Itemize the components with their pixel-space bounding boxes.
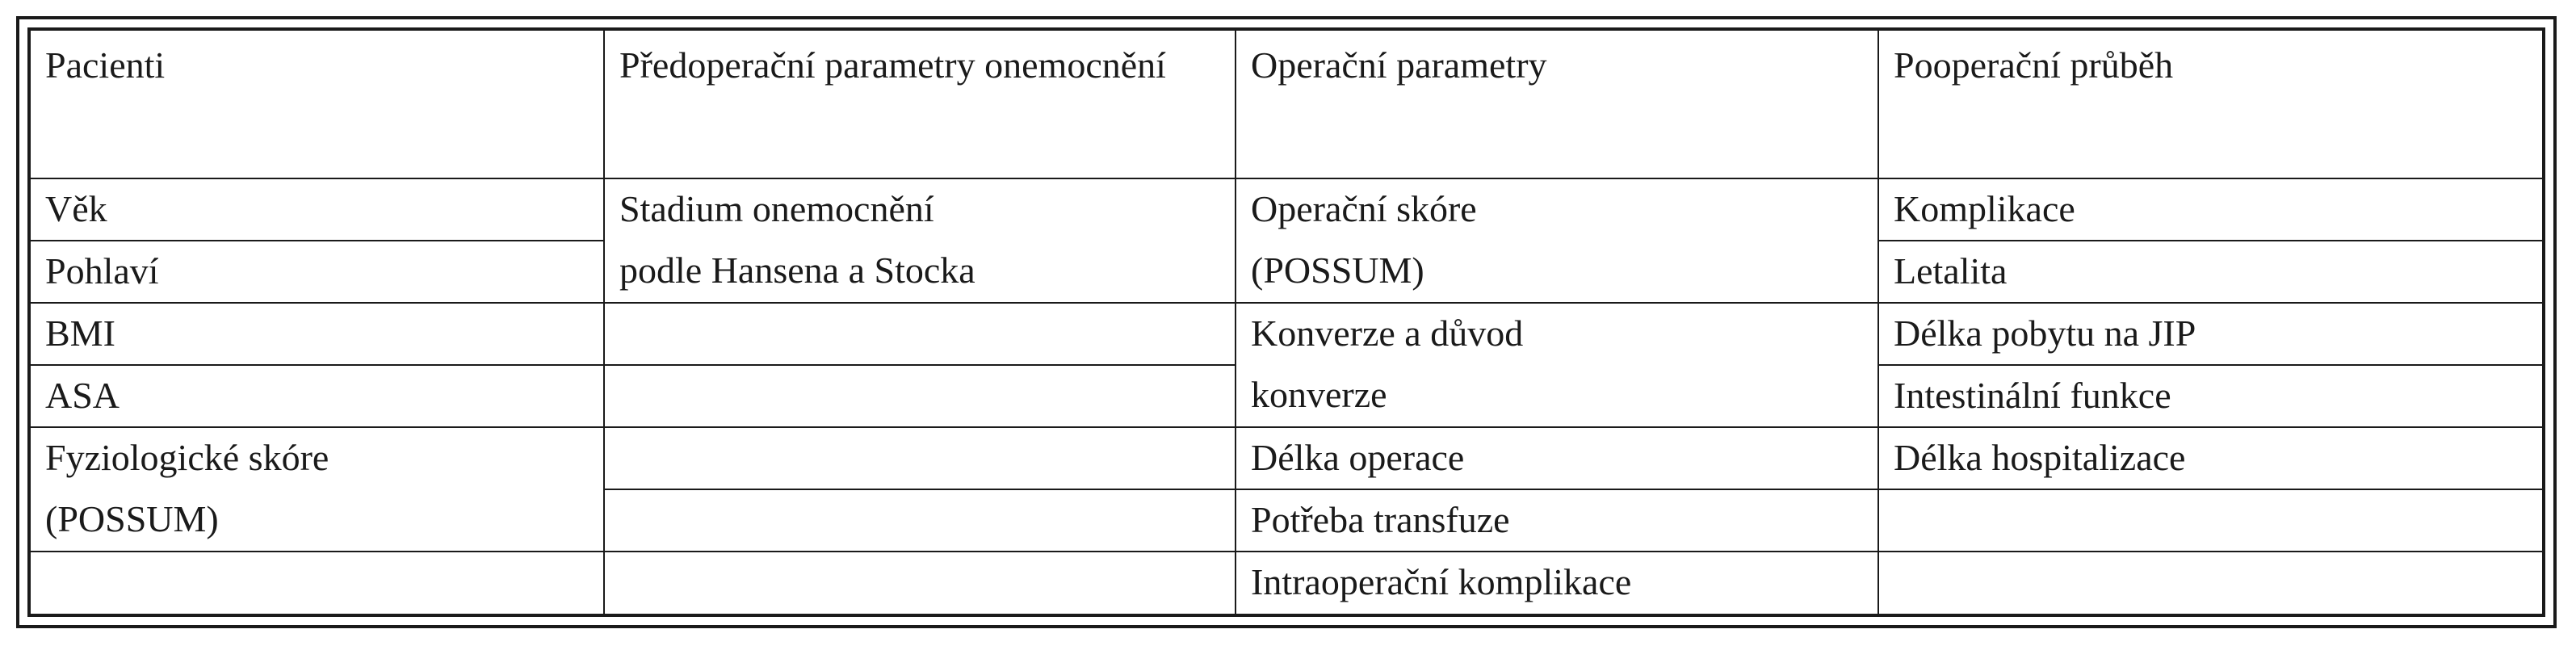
- table-cell: BMI: [31, 303, 604, 365]
- table-cell: Letalita: [1878, 241, 2542, 303]
- table-header-row: [31, 31, 2542, 178]
- table-row: [31, 427, 2542, 489]
- table-row: [31, 552, 2542, 614]
- parameters-table: [31, 31, 2542, 614]
- table-cell: Délka operace: [1236, 427, 1878, 489]
- table-row: [31, 365, 2542, 427]
- table-cell: Konverze a důvod: [1236, 303, 1878, 365]
- table-cell: Pohlaví: [31, 241, 604, 303]
- table-cell: [1878, 552, 2542, 614]
- table-row: [31, 489, 2542, 552]
- table-cell: Komplikace: [1878, 178, 2542, 241]
- table-inner-frame: [27, 27, 2545, 617]
- table-cell: Stadium onemocnění: [604, 178, 1236, 241]
- table-cell: [604, 427, 1236, 489]
- table-cell: Potřeba transfuze: [1236, 489, 1878, 552]
- table-cell: [604, 489, 1236, 552]
- table-cell: (POSSUM): [1236, 241, 1878, 303]
- header-cell-postoperative: Pooperační průběh: [1878, 31, 2542, 178]
- header-cell-preoperative: Předoperační parametry onemocnění: [604, 31, 1236, 178]
- table-cell: ASA: [31, 365, 604, 427]
- table-row: [31, 178, 2542, 241]
- table-cell: [604, 303, 1236, 365]
- table-cell: [1878, 489, 2542, 552]
- table-outer-frame: [16, 16, 2557, 628]
- header-cell-operative: Operační parametry: [1236, 31, 1878, 178]
- table-cell: [31, 552, 604, 614]
- table-row: [31, 303, 2542, 365]
- table-cell: [604, 365, 1236, 427]
- table-cell: Intestinální funkce: [1878, 365, 2542, 427]
- table-cell: [604, 552, 1236, 614]
- table-cell: Věk: [31, 178, 604, 241]
- table-cell: Operační skóre: [1236, 178, 1878, 241]
- header-cell-patients: Pacienti: [31, 31, 604, 178]
- table-cell: Délka hospitalizace: [1878, 427, 2542, 489]
- table-cell: podle Hansena a Stocka: [604, 241, 1236, 303]
- table-cell: Délka pobytu na JIP: [1878, 303, 2542, 365]
- table-cell: (POSSUM): [31, 489, 604, 552]
- table-cell: konverze: [1236, 365, 1878, 427]
- table-row: [31, 241, 2542, 303]
- table-cell: Fyziologické skóre: [31, 427, 604, 489]
- table-cell: Intraoperační komplikace: [1236, 552, 1878, 614]
